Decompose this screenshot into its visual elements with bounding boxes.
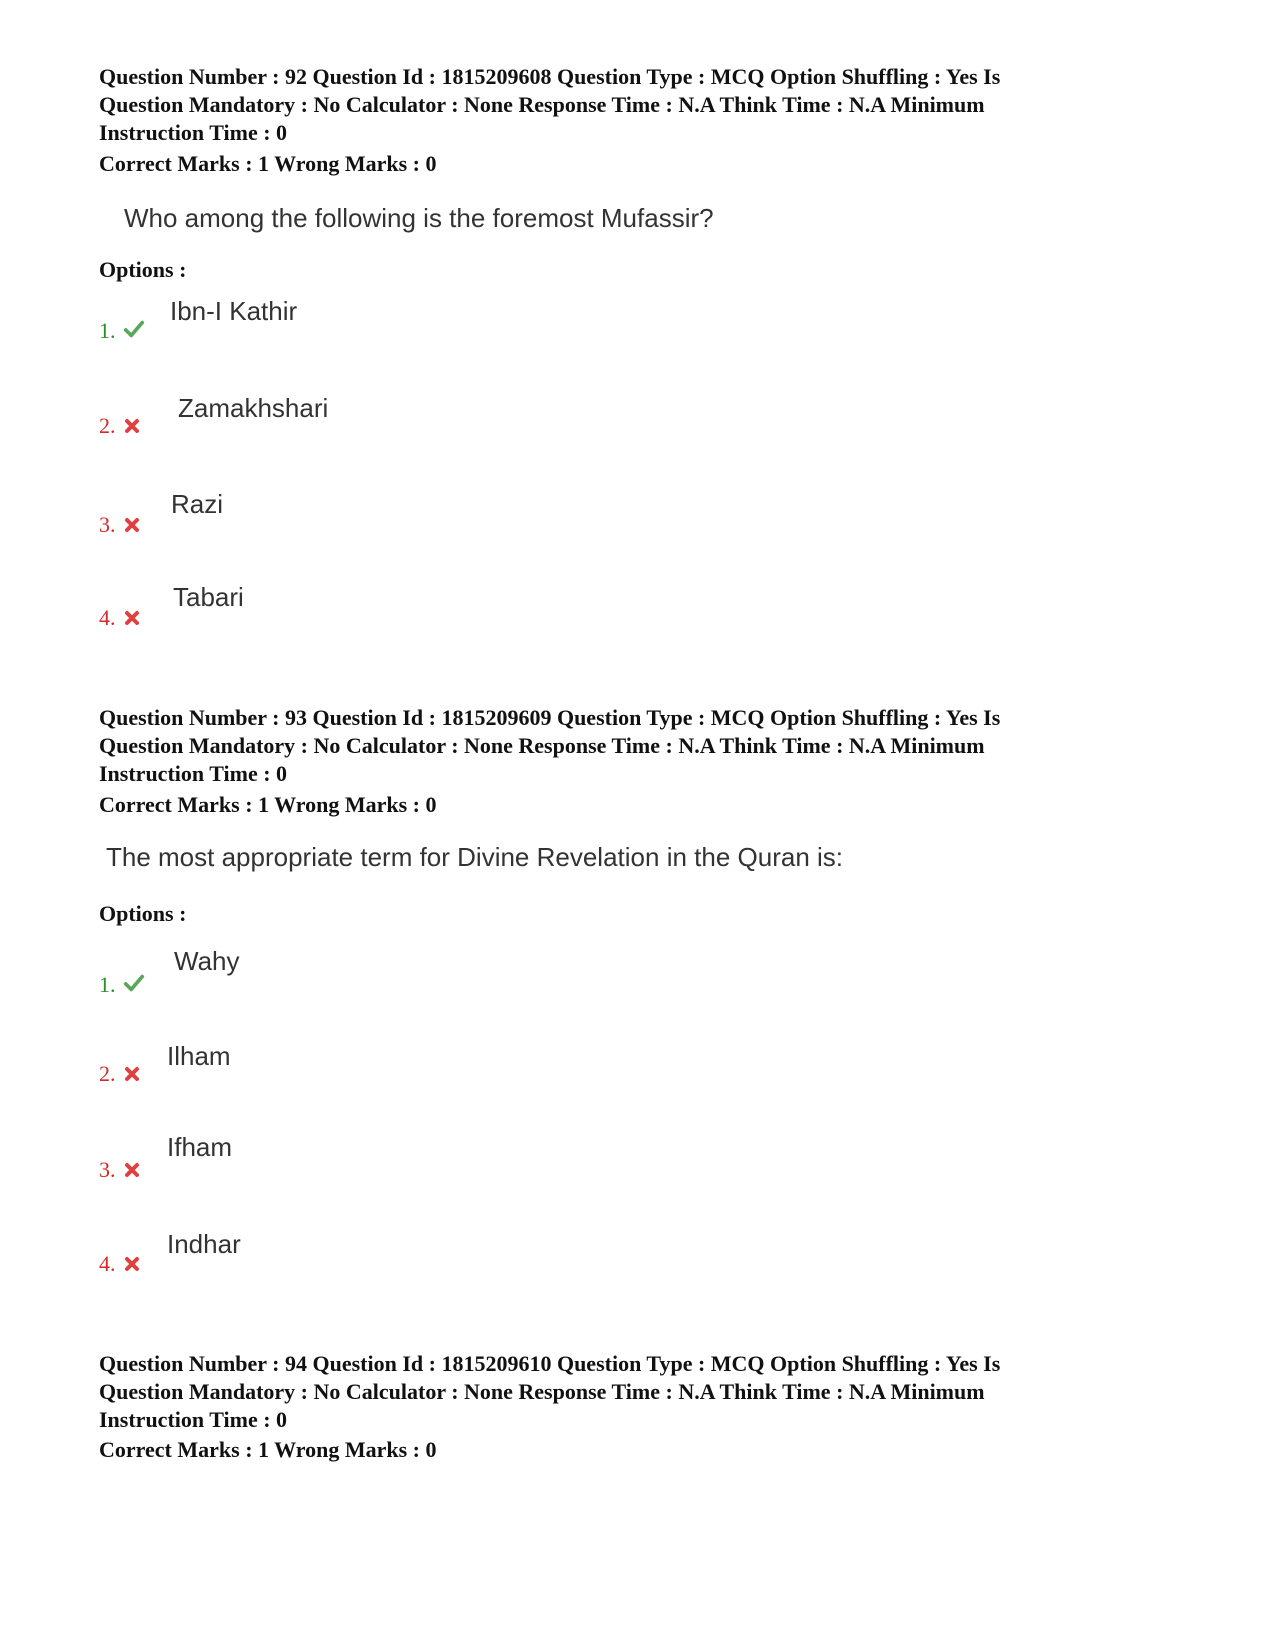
option-text: Zamakhshari (178, 393, 329, 423)
options-label: Options : (99, 257, 187, 282)
options-label: Options : (99, 901, 187, 926)
cross-icon (124, 1162, 140, 1178)
meta-line: Instruction Time : 0 (99, 761, 288, 786)
option-text: Ifham (167, 1132, 233, 1162)
option-number: 1. (99, 972, 116, 997)
question-text: The most appropriate term for Divine Revelation in the Quran is: (106, 842, 844, 872)
cross-icon (124, 610, 140, 626)
question-marks: Correct Marks : 1 Wrong Marks : 0 (99, 151, 437, 176)
meta-line: Question Number : 93 Question Id : 1815209609 Question Type : MCQ Option Shuffling : Yes Is (99, 705, 1001, 730)
meta-line: Instruction Time : 0 (99, 120, 288, 145)
option-text: Razi (171, 489, 224, 519)
check-icon (123, 318, 145, 340)
option-number: 4. (99, 1251, 116, 1276)
option-text: Ibn-I Kathir (170, 296, 298, 326)
meta-line: Question Mandatory : No Calculator : None Response Time : N.A Think Time : N.A Minimum (99, 733, 985, 758)
option-number: 4. (99, 605, 116, 630)
meta-line: Question Mandatory : No Calculator : None Response Time : N.A Think Time : N.A Minimum (99, 1379, 985, 1404)
question-meta (99, 1350, 1179, 1434)
meta-line: Instruction Time : 0 (99, 1407, 288, 1432)
option-text: Wahy (174, 946, 240, 976)
option-number: 3. (99, 512, 116, 537)
meta-line: Question Number : 94 Question Id : 1815209610 Question Type : MCQ Option Shuffling : Yes Is (99, 1351, 1001, 1376)
meta-line: Question Mandatory : No Calculator : None Response Time : N.A Think Time : N.A Minimum (99, 92, 985, 117)
option-text: Ilham (167, 1041, 231, 1071)
option-number: 3. (99, 1157, 116, 1182)
option-number: 2. (99, 413, 116, 438)
check-icon (123, 972, 145, 994)
question-meta (99, 704, 1179, 788)
meta-line: Question Number : 92 Question Id : 1815209608 Question Type : MCQ Option Shuffling : Yes Is (99, 64, 1001, 89)
cross-icon (124, 1256, 140, 1272)
cross-icon (124, 1066, 140, 1082)
option-number: 1. (99, 318, 116, 343)
option-text: Tabari (173, 582, 244, 612)
cross-icon (124, 517, 140, 533)
option-text: Indhar (167, 1229, 241, 1259)
question-meta (99, 63, 1179, 147)
cross-icon (124, 418, 140, 434)
question-marks: Correct Marks : 1 Wrong Marks : 0 (99, 1437, 437, 1462)
option-number: 2. (99, 1061, 116, 1086)
question-text: Who among the following is the foremost Mufassir? (124, 203, 714, 233)
question-marks: Correct Marks : 1 Wrong Marks : 0 (99, 792, 437, 817)
